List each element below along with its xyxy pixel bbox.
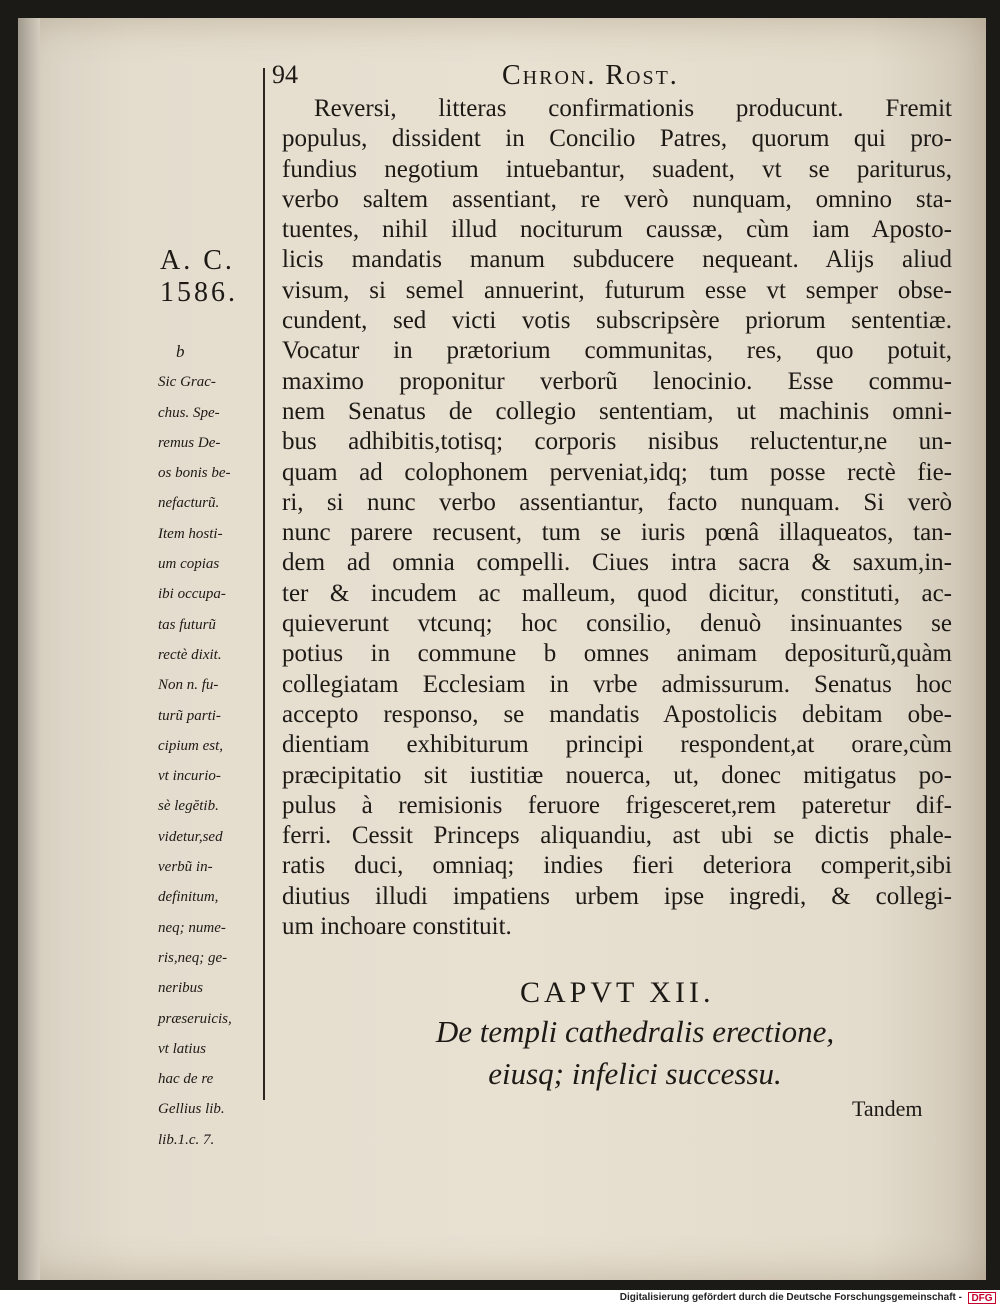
text-line: accepto responso, se mandatis Apostolicis debitam obe-: [282, 700, 952, 728]
text-line: ter & incudem ac malleum, quod dicitur, constituti, ac-: [282, 579, 952, 607]
margin-note-line: neq; nume-: [158, 919, 226, 936]
margin-note-line: verbũ in-: [158, 859, 213, 876]
year-label: A. C.: [160, 245, 235, 276]
text-line: um inchoare constituit.: [282, 913, 512, 941]
margin-note-line: lib.1.c. 7.: [158, 1131, 215, 1148]
text-line: licis mandatis manum subducere nequeant. Alijs aliud: [282, 246, 952, 274]
margin-note-line: chus. Spe-: [158, 404, 220, 421]
margin-note-line: vt latius: [158, 1040, 206, 1057]
text-line: verbo saltem assentiant, re verò nunquam, omnino sta-: [282, 185, 952, 213]
main-text: [282, 94, 952, 942]
text-line: collegiatam Ecclesiam in vrbe admissurum. Senatus hoc: [282, 670, 952, 698]
text-line: quam ad colophonem perveniat,idq; tum posse rectè fie-: [282, 458, 952, 486]
margin-note-line: cipium est,: [158, 737, 223, 754]
dfg-logo: DFG: [968, 1292, 996, 1304]
year-value: 1586.: [160, 277, 238, 308]
text-line: præcipitatio sit iustitiæ nouerca, ut, donec mitigatus po-: [282, 761, 952, 789]
chapter-subtitle-line2: eiusq; infelici successu.: [488, 1056, 782, 1091]
margin-note-line: b: [176, 342, 185, 361]
margin-note-line: videtur,sed: [158, 828, 223, 845]
margin-note-line: definitum,: [158, 889, 219, 906]
text-line: Reversi, litteras confirmationis producunt. Fremit: [314, 95, 952, 122]
text-line: nem Senatus de collegio sententiam, ut machinis omni-: [282, 397, 952, 425]
text-line: nunc parere recusent, tum se iuris pœnâ illaqueatos, tan-: [282, 519, 952, 547]
page-header: [272, 60, 972, 94]
margin-note-line: vt incurio-: [158, 768, 221, 785]
margin-year: [160, 245, 260, 309]
text-line: fundius negotium intuebantur, suadent, vt se pariturus,: [282, 155, 952, 183]
text-line: visum, si semel annuerint, futurum esse vt semper obse-: [282, 276, 952, 304]
footer-credit: Digitalisierung gefördert durch die Deutsche Forschungsgemeinschaft -: [619, 1292, 962, 1303]
margin-note-line: ibi occupa-: [158, 586, 226, 603]
text-line: maximo proponitur verborũ lenocinio. Esse commu-: [282, 367, 952, 395]
margin-note-line: rectè dixit.: [158, 646, 222, 663]
margin-note-line: neribus: [158, 980, 203, 997]
text-line: potius in commune b omnes animam depositurũ,quàm: [282, 640, 952, 668]
margin-note-line: sè legĕtib.: [158, 798, 219, 815]
margin-note-line: Gellius lib.: [158, 1101, 225, 1118]
margin-note-line: os bonis be-: [158, 465, 231, 482]
page-number: 94: [272, 60, 298, 89]
chapter-heading: CAPVT XII.: [520, 976, 715, 1009]
text-line: cundent, sed victi votis subscripsère priorum sententiæ.: [282, 307, 952, 335]
margin-note-line: Non n. fu-: [158, 677, 219, 694]
text-line: ri, si nunc verbo assentiantur, facto nunquam. Si verò: [282, 488, 952, 516]
text-line: Vocatur in prætorium communitas, res, quo potuit,: [282, 337, 952, 365]
text-line: ratis duci, omniaq; indies fieri deteriora comperit,sibi: [282, 852, 952, 880]
margin-rule: [263, 68, 265, 1100]
margin-note-line: hac de re: [158, 1071, 214, 1088]
text-line: pulus à remisionis feruore frigesceret,rem pateretur dif-: [282, 791, 952, 819]
digitization-footer: [0, 1290, 1000, 1306]
text-line: dientiam exhibiturum principi respondent,at orare,cùm: [282, 731, 952, 759]
catchword: Tandem: [852, 1096, 923, 1121]
running-title: Chron. Rost.: [502, 60, 679, 91]
text-line: ferri. Cessit Princeps aliquandiu, ast ubi se dictis phale-: [282, 822, 952, 850]
margin-note-line: turũ parti-: [158, 707, 221, 724]
margin-note-line: Item hosti-: [158, 525, 223, 542]
chapter-subtitle-line1: De templi cathedralis erectione,: [435, 1014, 835, 1049]
text-line: populus, dissident in Concilio Patres, quorum qui pro-: [282, 125, 952, 153]
margin-note-line: ris,neq; ge-: [158, 949, 228, 966]
text-line: diutius illudi impatiens urbem ipse ingredi, & collegi-: [282, 882, 952, 910]
margin-note-line: nefacturũ.: [158, 495, 220, 512]
text-line: bus adhibitis,totisq; corporis nisibus reluctentur,ne un-: [282, 428, 952, 456]
margin-note-line: tas futurũ: [158, 616, 216, 633]
margin-note-line: præseruicis,: [158, 1010, 232, 1027]
margin-note: [158, 337, 263, 1155]
page-gutter: [18, 18, 40, 1280]
text-line: tuentes, nihil illud nociturum caussæ, cùm iam Aposto-: [282, 216, 952, 244]
margin-note-line: Sic Grac-: [158, 374, 216, 391]
margin-note-line: remus De-: [158, 434, 221, 451]
text-line: dem ad omnia compelli. Ciues intra sacra & saxum,in-: [282, 549, 952, 577]
margin-note-line: um copias: [158, 556, 220, 573]
text-line: quieverunt vtcunq; hoc consilio, denuò insinuantes se: [282, 610, 952, 638]
